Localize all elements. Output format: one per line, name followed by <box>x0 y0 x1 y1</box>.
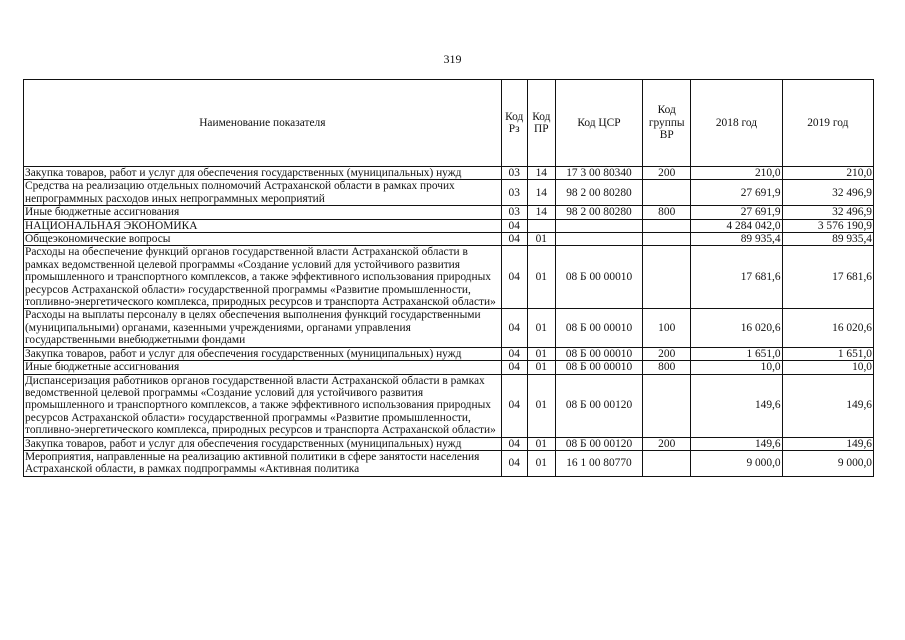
row-csr: 98 2 00 80280 <box>555 180 642 206</box>
row-vr <box>643 374 691 437</box>
row-2019: 149,6 <box>782 374 873 437</box>
row-pr: 01 <box>527 437 555 450</box>
table-row <box>24 180 874 206</box>
row-vr <box>643 233 691 246</box>
row-rz: 04 <box>501 450 527 476</box>
row-2019: 32 496,9 <box>782 206 873 219</box>
row-rz: 04 <box>501 246 527 309</box>
table-row <box>24 167 874 180</box>
row-vr: 800 <box>643 361 691 374</box>
row-pr: 01 <box>527 347 555 360</box>
page-number: 319 <box>443 52 462 66</box>
row-rz: 04 <box>501 219 527 232</box>
header-vr: Код группы ВР <box>643 80 691 167</box>
budget-table <box>23 79 874 477</box>
row-2019: 149,6 <box>782 437 873 450</box>
row-csr: 08 Б 00 00010 <box>555 309 642 347</box>
row-2019: 1 651,0 <box>782 347 873 360</box>
row-csr: 16 1 00 80770 <box>555 450 642 476</box>
row-name: Иные бюджетные ассигнования <box>24 361 502 374</box>
row-csr: 98 2 00 80280 <box>555 206 642 219</box>
table-row <box>24 233 874 246</box>
row-pr <box>527 219 555 232</box>
row-csr: 17 3 00 80340 <box>555 167 642 180</box>
row-vr: 200 <box>643 167 691 180</box>
table-row <box>24 361 874 374</box>
row-csr <box>555 233 642 246</box>
row-2018: 16 020,6 <box>691 309 782 347</box>
row-2019: 3 576 190,9 <box>782 219 873 232</box>
row-2018: 149,6 <box>691 374 782 437</box>
row-pr: 14 <box>527 167 555 180</box>
row-pr: 01 <box>527 233 555 246</box>
row-csr: 08 Б 00 00120 <box>555 437 642 450</box>
row-name: Общеэкономические вопросы <box>24 233 502 246</box>
row-2019: 9 000,0 <box>782 450 873 476</box>
row-vr: 200 <box>643 347 691 360</box>
row-2018: 17 681,6 <box>691 246 782 309</box>
row-vr <box>643 219 691 232</box>
row-2018: 27 691,9 <box>691 180 782 206</box>
row-vr <box>643 246 691 309</box>
row-pr: 14 <box>527 180 555 206</box>
row-2019: 10,0 <box>782 361 873 374</box>
row-pr: 01 <box>527 309 555 347</box>
row-name: Закупка товаров, работ и услуг для обеспечения государственных (муниципальных) нужд <box>24 167 502 180</box>
row-vr: 100 <box>643 309 691 347</box>
table-row <box>24 206 874 219</box>
row-vr: 800 <box>643 206 691 219</box>
header-2018: 2018 год <box>691 80 782 167</box>
row-2019: 16 020,6 <box>782 309 873 347</box>
row-rz: 04 <box>501 361 527 374</box>
row-2019: 89 935,4 <box>782 233 873 246</box>
table-row <box>24 219 874 232</box>
row-vr <box>643 180 691 206</box>
row-2019: 32 496,9 <box>782 180 873 206</box>
row-2018: 27 691,9 <box>691 206 782 219</box>
row-rz: 04 <box>501 437 527 450</box>
row-vr <box>643 450 691 476</box>
row-name: Мероприятия, направленные на реализацию активной политики в сфере занятости населения Астраханской области, в рамках подпрограммы «Активная политика <box>24 450 502 476</box>
table-row <box>24 347 874 360</box>
row-name: Закупка товаров, работ и услуг для обеспечения государственных (муниципальных) нужд <box>24 347 502 360</box>
row-pr: 14 <box>527 206 555 219</box>
table-row <box>24 450 874 476</box>
row-name: Диспансеризация работников органов государственной власти Астраханской области в рамках ведомственной целевой программы «Создание условий для устойчивого развития промышленного и транспортного комплексов, а также эффективного использования природных ресурсов Астраханской области» государственной программы «Развитие промышленности, топливно-энергетического комплекса, природных ресурсов и транспорта Астраханской области» <box>24 374 502 437</box>
table-row <box>24 374 874 437</box>
row-csr <box>555 219 642 232</box>
row-csr: 08 Б 00 00010 <box>555 347 642 360</box>
row-pr: 01 <box>527 374 555 437</box>
row-rz: 04 <box>501 309 527 347</box>
row-csr: 08 Б 00 00010 <box>555 361 642 374</box>
header-2019: 2019 год <box>782 80 873 167</box>
row-rz: 04 <box>501 347 527 360</box>
row-name: Расходы на обеспечение функций органов государственной власти Астраханской области в рамках ведомственной целевой программы «Создание условий для устойчивого развития промышленного и транспортного комплексов, а также эффективного использования природных ресурсов Астраханской области» государственной программы «Развитие промышленности, топливно-энергетического комплекса, природных ресурсов и транспорта Астраханской области» <box>24 246 502 309</box>
row-2018: 210,0 <box>691 167 782 180</box>
row-name: Средства на реализацию отдельных полномочий Астраханской области в рамках прочих непрограммных расходов иных непрограммных мероприятий <box>24 180 502 206</box>
header-pr: Код ПР <box>527 80 555 167</box>
row-csr: 08 Б 00 00010 <box>555 246 642 309</box>
row-rz: 04 <box>501 233 527 246</box>
row-2019: 210,0 <box>782 167 873 180</box>
row-rz: 03 <box>501 167 527 180</box>
row-rz: 03 <box>501 206 527 219</box>
row-pr: 01 <box>527 450 555 476</box>
row-2019: 17 681,6 <box>782 246 873 309</box>
row-2018: 149,6 <box>691 437 782 450</box>
header-row <box>24 80 874 167</box>
row-name: НАЦИОНАЛЬНАЯ ЭКОНОМИКА <box>24 219 502 232</box>
row-2018: 89 935,4 <box>691 233 782 246</box>
table-row <box>24 246 874 309</box>
row-2018: 4 284 042,0 <box>691 219 782 232</box>
row-rz: 04 <box>501 374 527 437</box>
row-vr: 200 <box>643 437 691 450</box>
row-name: Иные бюджетные ассигнования <box>24 206 502 219</box>
row-2018: 1 651,0 <box>691 347 782 360</box>
header-name: Наименование показателя <box>24 80 502 167</box>
row-rz: 03 <box>501 180 527 206</box>
header-rz: Код Рз <box>501 80 527 167</box>
row-name: Расходы на выплаты персоналу в целях обеспечения выполнения функций государственными (муниципальными) органами, казенными учреждениями, органами управления государственными внебюджетными фондами <box>24 309 502 347</box>
row-2018: 10,0 <box>691 361 782 374</box>
row-csr: 08 Б 00 00120 <box>555 374 642 437</box>
header-csr: Код ЦСР <box>555 80 642 167</box>
table-row <box>24 309 874 347</box>
row-2018: 9 000,0 <box>691 450 782 476</box>
row-pr: 01 <box>527 246 555 309</box>
table-row <box>24 437 874 450</box>
row-name: Закупка товаров, работ и услуг для обеспечения государственных (муниципальных) нужд <box>24 437 502 450</box>
row-pr: 01 <box>527 361 555 374</box>
